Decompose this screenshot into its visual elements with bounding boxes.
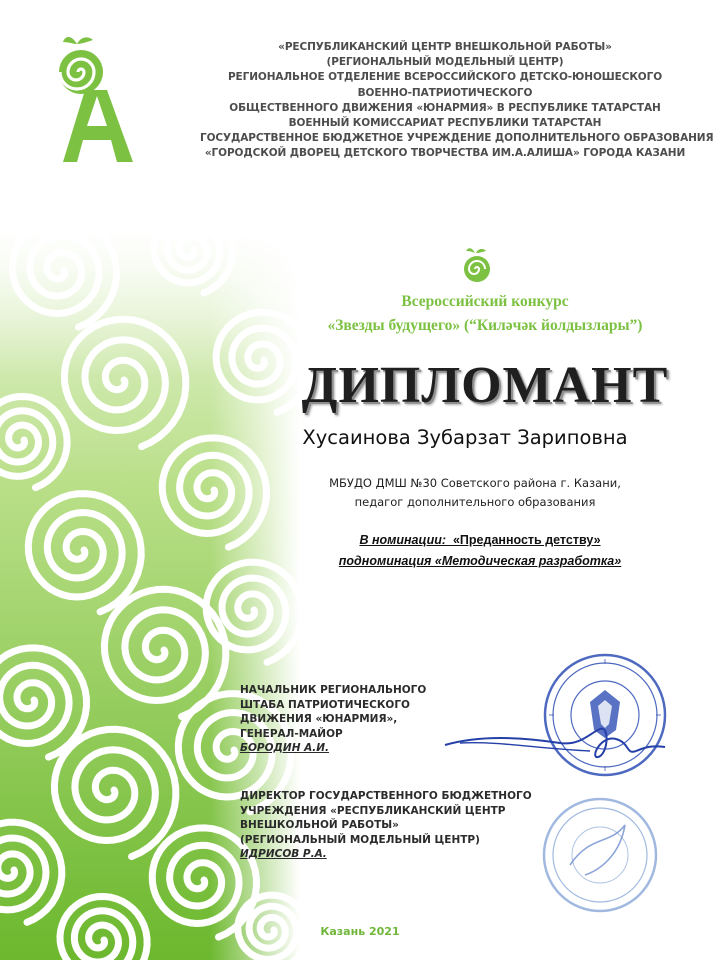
recipient-organization [260,474,690,512]
signatory-title-line: УЧРЕЖДЕНИЯ «РЕСПУБЛИКАНСКИЙ ЦЕНТР [240,804,506,817]
header-line: ВОЕННЫЙ КОМИССАРИАТ РЕСПУБЛИКИ ТАТАРСТАН [288,117,602,130]
signatory-name: ИДРИСОВ Р.А. [240,848,327,860]
header-line: ГОСУДАРСТВЕННОЕ БЮДЖЕТНОЕ УЧРЕЖДЕНИЕ ДОПОЛНИТЕЛЬНОГО ОБРАЗОВАНИЯ [200,132,714,145]
header-line: (РЕГИОНАЛЬНЫЙ МОДЕЛЬНЫЙ ЦЕНТР) [326,56,564,69]
signatory-title-line: ВНЕШКОЛЬНОЙ РАБОТЫ» [240,819,399,831]
signatory-title-line: ШТАБА ПАТРИОТИЧЕСКОГО [240,698,410,711]
nomination-label: В номинации: [359,533,447,547]
diploma-title: ДИПЛОМАНТ [301,357,669,414]
header-line: РЕГИОНАЛЬНОЕ ОТДЕЛЕНИЕ ВСЕРОССИЙСКОГО ДЕТСКО-ЮНОШЕСКОГО [227,71,663,84]
contest-name [250,290,720,338]
org-line-2: педагог дополнительного образования [354,495,596,509]
contest-logo-icon [460,245,494,285]
header-line: ОБЩЕСТВЕННОГО ДВИЖЕНИЯ «ЮНАРМИЯ» В РЕСПУБЛИКЕ ТАТАРСТАН [229,101,661,114]
signatory-title-line: (РЕГИОНАЛЬНЫЙ МОДЕЛЬНЫЙ ЦЕНТР) [240,833,480,846]
header-organizations [200,40,714,162]
nomination-value: «Преданность детству» [452,533,601,547]
contest-line-2: «Звезды будущего» (“Киләчәк йолдызлары”) [327,317,643,334]
signatory-title-line: НАЧАЛЬНИК РЕГИОНАЛЬНОГО [240,684,427,696]
org-line-1: МБУДО ДМШ №30 Советского района г. Казани, [329,476,621,490]
footer-city-year: Казань 2021 [320,925,400,938]
center-logo-icon [45,30,155,170]
signatory-title-line: ДВИЖЕНИЯ «ЮНАРМИЯ», [240,713,398,725]
subnomination: подноминация «Методическая разработка» [338,554,622,568]
signatory-title-line: ГЕНЕРАЛ-МАЙОР [240,727,343,740]
header-line: ВОЕННО-ПАТРИОТИЧЕСКОГО [357,86,533,99]
signatory-name: БОРОДИН А.И. [240,742,330,754]
signature-1-icon [440,715,670,770]
signatory-2 [240,789,540,862]
header-line: «РЕСПУБЛИКАНСКИЙ ЦЕНТР ВНЕШКОЛЬНОЙ РАБОТЫ» [278,41,612,53]
recipient-name: Хусаинова Зубарзат Зариповна [302,426,628,449]
nomination [250,530,710,572]
header-line: «ГОРОДСКОЙ ДВОРЕЦ ДЕТСКОГО ТВОРЧЕСТВА ИМ.А.АЛИША» ГОРОДА КАЗАНИ [204,147,686,160]
contest-line-1: Всероссийский конкурс [401,293,569,310]
center-stamp-icon [530,795,670,915]
signatory-title-line: ДИРЕКТОР ГОСУДАРСТВЕННОГО БЮДЖЕТНОГО [240,790,532,802]
